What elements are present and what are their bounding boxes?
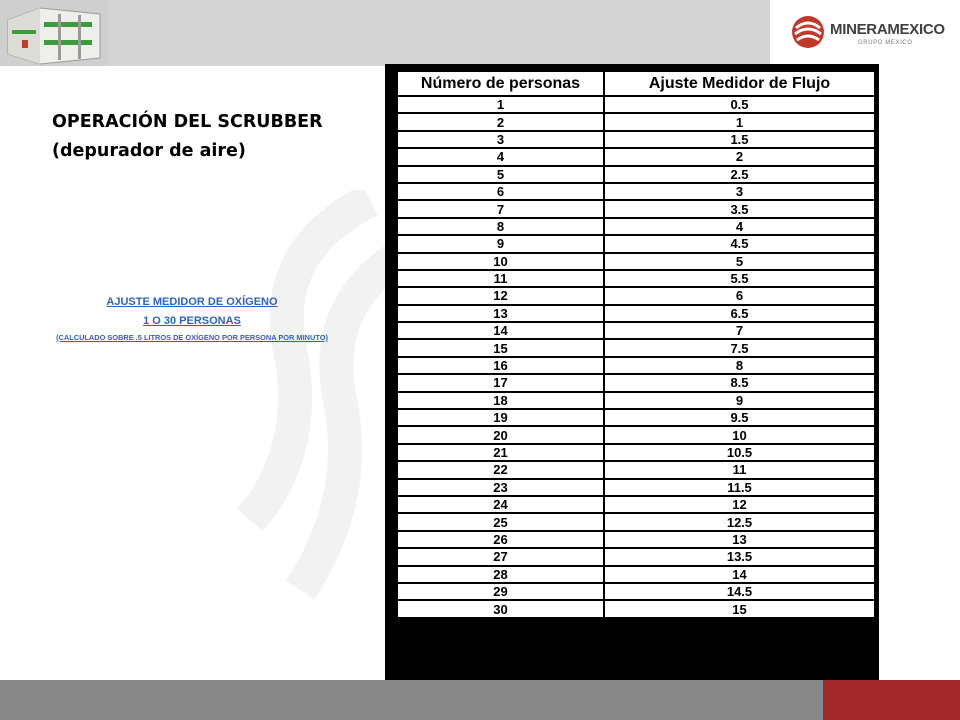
cell-persons: 21 <box>397 444 604 461</box>
table-row <box>397 113 875 130</box>
cell-persons: 24 <box>397 496 604 513</box>
cell-flow: 11.5 <box>604 479 875 496</box>
cell-flow: 6 <box>604 287 875 304</box>
header-band <box>0 0 770 66</box>
cell-flow: 13 <box>604 531 875 548</box>
cell-flow: 8 <box>604 357 875 374</box>
cell-persons: 4 <box>397 148 604 165</box>
cell-flow: 3 <box>604 183 875 200</box>
cell-flow: 5.5 <box>604 270 875 287</box>
cell-persons: 7 <box>397 200 604 217</box>
cell-persons: 19 <box>397 409 604 426</box>
cell-flow: 7.5 <box>604 339 875 356</box>
table-row <box>397 513 875 530</box>
cell-flow: 14 <box>604 566 875 583</box>
cell-persons: 22 <box>397 461 604 478</box>
cell-persons: 14 <box>397 322 604 339</box>
table-row <box>397 200 875 217</box>
cell-flow: 4.5 <box>604 235 875 252</box>
table-row <box>397 218 875 235</box>
table-row <box>397 583 875 600</box>
cell-persons: 3 <box>397 131 604 148</box>
cell-flow: 4 <box>604 218 875 235</box>
slide-title <box>52 108 323 166</box>
cell-persons: 25 <box>397 513 604 530</box>
table-row <box>397 548 875 565</box>
cell-flow: 15 <box>604 600 875 617</box>
cell-persons: 13 <box>397 305 604 322</box>
cell-persons: 8 <box>397 218 604 235</box>
scrubber-photo <box>0 0 108 66</box>
cell-persons: 29 <box>397 583 604 600</box>
cell-persons: 26 <box>397 531 604 548</box>
cell-persons: 6 <box>397 183 604 200</box>
table-row <box>397 461 875 478</box>
footer-band <box>0 680 823 720</box>
cell-flow: 3.5 <box>604 200 875 217</box>
cell-persons: 12 <box>397 287 604 304</box>
table-row <box>397 600 875 617</box>
cell-flow: 8.5 <box>604 374 875 391</box>
cell-persons: 28 <box>397 566 604 583</box>
cell-flow: 2.5 <box>604 166 875 183</box>
cell-flow: 9.5 <box>604 409 875 426</box>
logo-subtitle: GRUPO MEXICO <box>858 40 913 46</box>
table-row <box>397 496 875 513</box>
table-row <box>397 409 875 426</box>
logo-name: MINERAMEXICO <box>830 21 945 38</box>
table-row <box>397 287 875 304</box>
oxygen-note-line-3: (CALCULADO SOBRE .5 LITROS DE OXÍGENO POR PERSONA POR MINUTO) <box>56 333 328 342</box>
table-row <box>397 166 875 183</box>
cell-flow: 1.5 <box>604 131 875 148</box>
table-row <box>397 426 875 443</box>
cell-flow: 13.5 <box>604 548 875 565</box>
flow-table <box>396 70 876 619</box>
table-row <box>397 235 875 252</box>
cell-flow: 1 <box>604 113 875 130</box>
cell-flow: 9 <box>604 392 875 409</box>
cell-persons: 16 <box>397 357 604 374</box>
table-header-row <box>397 71 875 96</box>
cell-persons: 11 <box>397 270 604 287</box>
cell-persons: 27 <box>397 548 604 565</box>
cell-persons: 18 <box>397 392 604 409</box>
cell-persons: 9 <box>397 235 604 252</box>
cell-persons: 5 <box>397 166 604 183</box>
mineramexico-logo-icon <box>790 14 826 50</box>
table-row <box>397 339 875 356</box>
table-row <box>397 322 875 339</box>
cell-flow: 12.5 <box>604 513 875 530</box>
cell-flow: 10.5 <box>604 444 875 461</box>
cell-flow: 14.5 <box>604 583 875 600</box>
cell-persons: 15 <box>397 339 604 356</box>
table-row <box>397 392 875 409</box>
cell-persons: 23 <box>397 479 604 496</box>
footer-accent <box>823 680 960 720</box>
header-persons: Número de personas <box>397 71 604 96</box>
cell-flow: 6.5 <box>604 305 875 322</box>
cell-persons: 20 <box>397 426 604 443</box>
title-line-1: OPERACIÓN DEL SCRUBBER <box>52 112 323 132</box>
table-body <box>397 96 875 618</box>
table-row <box>397 253 875 270</box>
oxygen-note-line-2: 1 O 30 PERSONAS <box>143 315 241 327</box>
table-row <box>397 444 875 461</box>
cell-flow: 7 <box>604 322 875 339</box>
header-flow: Ajuste Medidor de Flujo <box>604 71 875 96</box>
cell-flow: 2 <box>604 148 875 165</box>
table-row <box>397 357 875 374</box>
table-row <box>397 131 875 148</box>
table-row <box>397 531 875 548</box>
cell-flow: 12 <box>604 496 875 513</box>
table-row <box>397 148 875 165</box>
table-row <box>397 183 875 200</box>
cell-persons: 10 <box>397 253 604 270</box>
logo-area <box>770 0 960 66</box>
oxygen-note <box>18 296 366 342</box>
cell-flow: 11 <box>604 461 875 478</box>
title-line-2: (depurador de aire) <box>52 141 246 161</box>
cell-flow: 0.5 <box>604 96 875 113</box>
table-row <box>397 479 875 496</box>
cell-persons: 2 <box>397 113 604 130</box>
table-row <box>397 270 875 287</box>
table-row <box>397 96 875 113</box>
oxygen-note-line-1: AJUSTE MEDIDOR DE OXÍGENO <box>106 296 278 308</box>
table-row <box>397 305 875 322</box>
cell-persons: 17 <box>397 374 604 391</box>
cell-flow: 10 <box>604 426 875 443</box>
table-row <box>397 566 875 583</box>
cell-flow: 5 <box>604 253 875 270</box>
cell-persons: 30 <box>397 600 604 617</box>
table-row <box>397 374 875 391</box>
cell-persons: 1 <box>397 96 604 113</box>
